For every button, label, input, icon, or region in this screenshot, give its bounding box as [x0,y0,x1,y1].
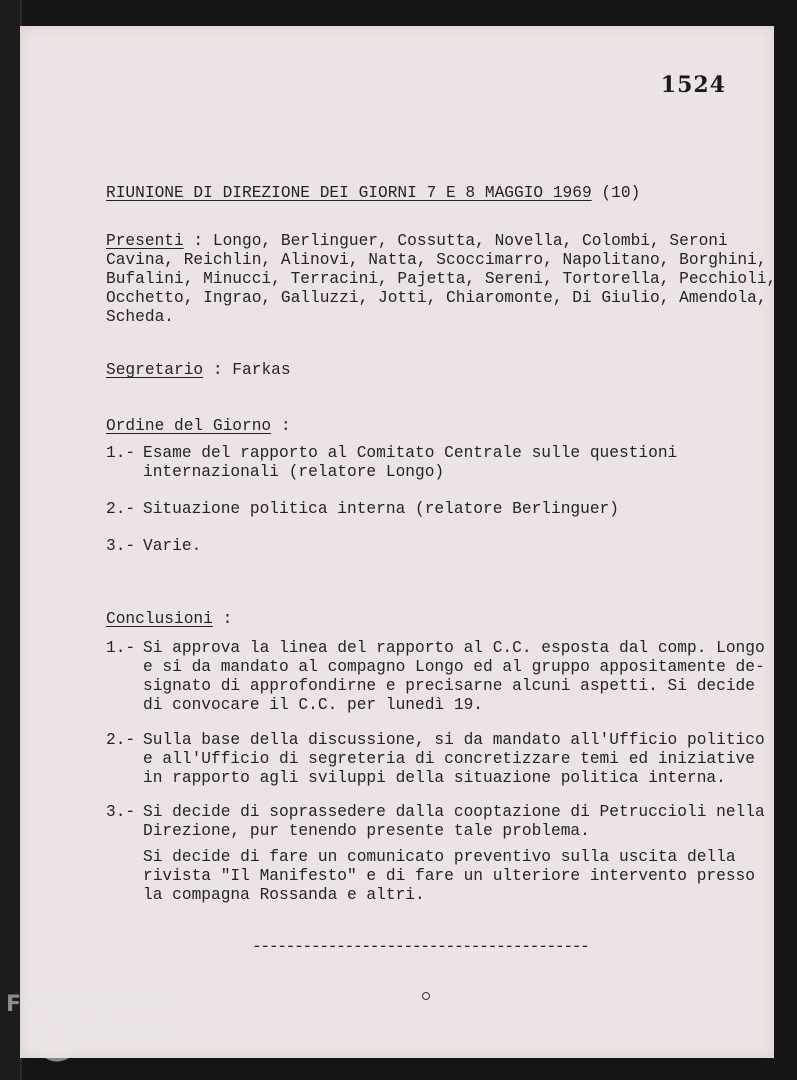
conclusion-item-text: Si decide di soprassedere dalla cooptazione di Petruccioli nella Direzione, pur tenendo presente tale problema. [143,803,765,840]
attendees-label: Presenti [106,232,184,250]
watermark-line1: FONDAZIONE [6,992,180,1017]
secretary-label: Segretario [106,361,204,379]
conclusion-item-text: Si approva la linea del rapporto al C.C. esposta dal comp. Longo e si da mandato al compagno Longo ed al gruppo appositamente de- signato di approfondirne e precisarne alcuni aspetti. Si decide di convocare il C.C. per lunedì 19. [143,639,765,714]
agenda-item-number: 1.- [106,444,136,462]
conclusion-item-number: 1.- [106,639,136,657]
agenda-heading [106,417,291,436]
agenda-item-text: Esame del rapporto al Comitato Centrale sulle questioni internazionali (relatore Longo) [143,444,678,481]
attendees-line: : Longo, Berlinguer, Cossutta, Novella, Colombi, Seroni [183,232,728,250]
watermark-onlus: onlus [164,1050,189,1060]
separator-line: ---------------------------------------- [252,938,589,956]
agenda-item-number: 3.- [106,537,136,555]
attendees-line: Scheda. [106,308,174,326]
attendees-block [106,232,776,327]
page-number: 1524 [660,72,726,98]
binder-edge [0,0,22,1080]
agenda-suffix: : [271,417,291,435]
agenda-item-number: 2.- [106,500,136,518]
watermark-line2: RAMSCI [66,1020,175,1045]
conclusions-heading [106,610,232,629]
attendees-line: Occhetto, Ingrao, Galluzzi, Jotti, Chiaromonte, Di Giulio, Amendola, [106,289,767,307]
conclusion-item-text: Sulla base della discussione, si da mandato all'Ufficio politico e all'Ufficio di segreteria di concretizzare temi ed iniziative in rapporto agli sviluppi della situazione politica interna. [143,731,765,787]
meeting-title-suffix: (10) [591,184,641,202]
agenda-label: Ordine del Giorno [106,417,272,435]
conclusion-item-number: 2.- [106,731,136,749]
fondazione-gramsci-watermark [6,992,206,1072]
conclusions-label: Conclusioni [106,610,213,628]
attendees-line: Bufalini, Minucci, Terracini, Pajetta, Sereni, Tortorella, Pecchioli, [106,270,777,288]
meeting-title-heading: RIUNIONE DI DIREZIONE DEI GIORNI 7 E 8 MAGGIO 1969 [106,184,592,202]
circle-mark [422,992,430,1000]
meeting-title [106,184,640,203]
conclusion-item-number: 3.- [106,803,136,821]
conclusion-item-continuation: Si decide di fare un comunicato preventivo sulla uscita della rivista "Il Manifesto" e di fare un ulteriore intervento presso la compagna Rossanda e altri. [143,848,755,904]
agenda-item-text: Varie. [143,537,202,555]
agenda-item-text: Situazione politica interna (relatore Berlinguer) [143,500,619,518]
document-page [20,26,777,1058]
secretary-value: : Farkas [203,361,291,379]
secretary-line [106,361,291,380]
conclusions-suffix: : [212,610,233,628]
attendees-line: Cavina, Reichlin, Alinovi, Natta, Scoccimarro, Napolitano, Borghini, [106,251,767,269]
